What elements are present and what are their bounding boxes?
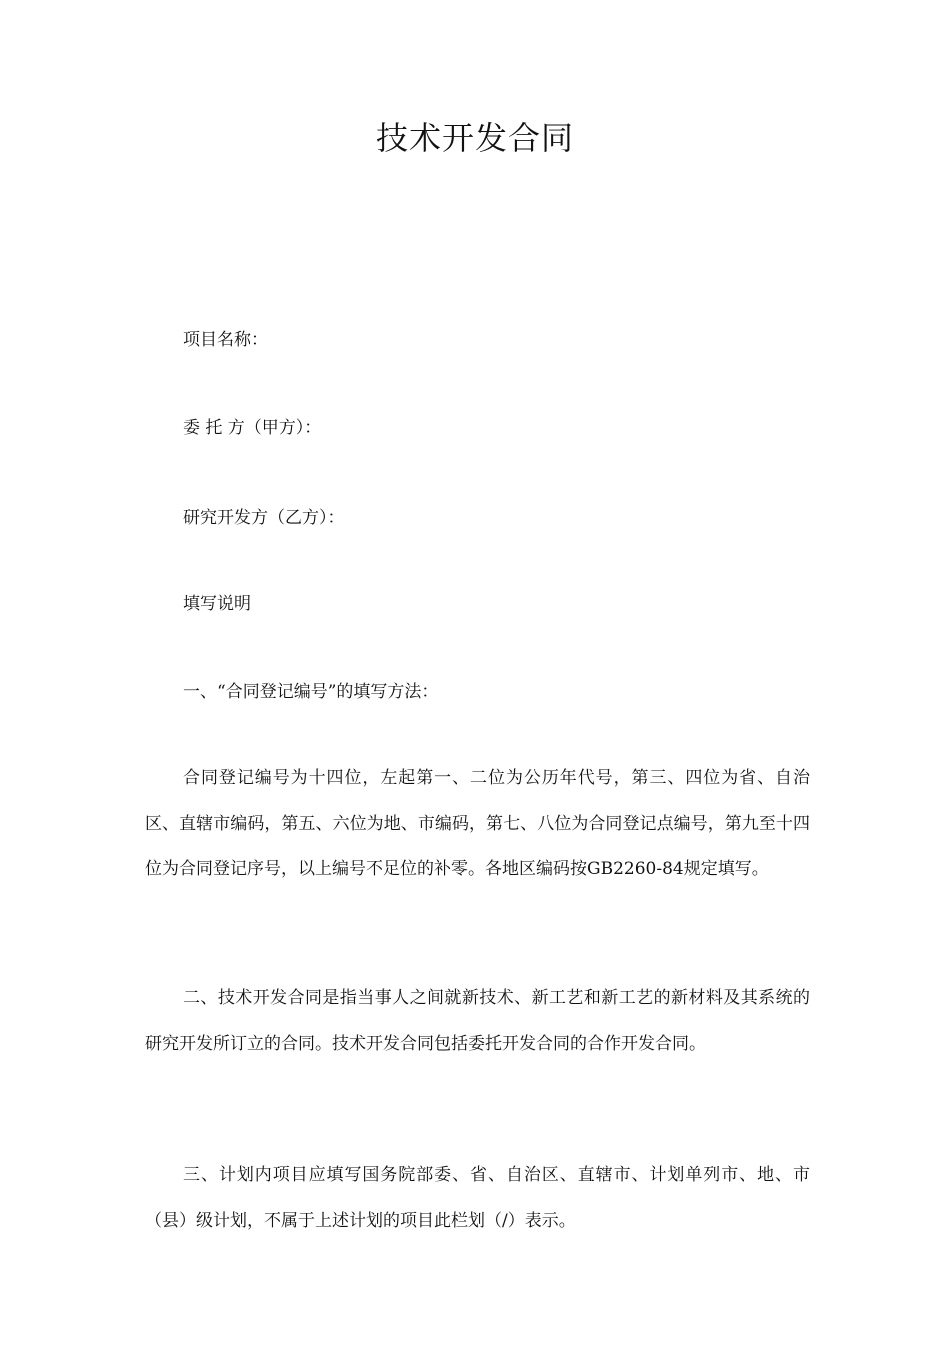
section-1-body: 合同登记编号为十四位，左起第一、二位为公历年代号，第三、四位为省、自治区、直辖市编码，第五、六位为地、市编码，第七、八位为合同登记点编号，第九至十四位为合同登记序号，以上编号不足位的补零。各地区编码按GB2260-84规定填写。	[145, 768, 810, 879]
section-1-heading: 一、“合同登记编号”的填写方法：	[183, 682, 439, 702]
field-project-name: 项目名称：	[183, 330, 268, 350]
section-3-body: 三、计划内项目应填写国务院部委、省、自治区、直辖市、计划单列市、地、市（县）级计划，不属于上述计划的项目此栏划（/）表示。	[145, 1165, 810, 1231]
field-developer: 研究开发方（乙方）：	[183, 508, 345, 528]
field-client: 委 托 方（甲方）：	[183, 418, 322, 438]
instructions-heading: 填写说明	[183, 594, 251, 614]
document-title: 技术开发合同	[375, 119, 574, 157]
section-2-body: 二、技术开发合同是指当事人之间就新技术、新工艺和新工艺的新材料及其系统的研究开发所订立的合同。技术开发合同包括委托开发合同的合作开发合同。	[145, 988, 810, 1054]
